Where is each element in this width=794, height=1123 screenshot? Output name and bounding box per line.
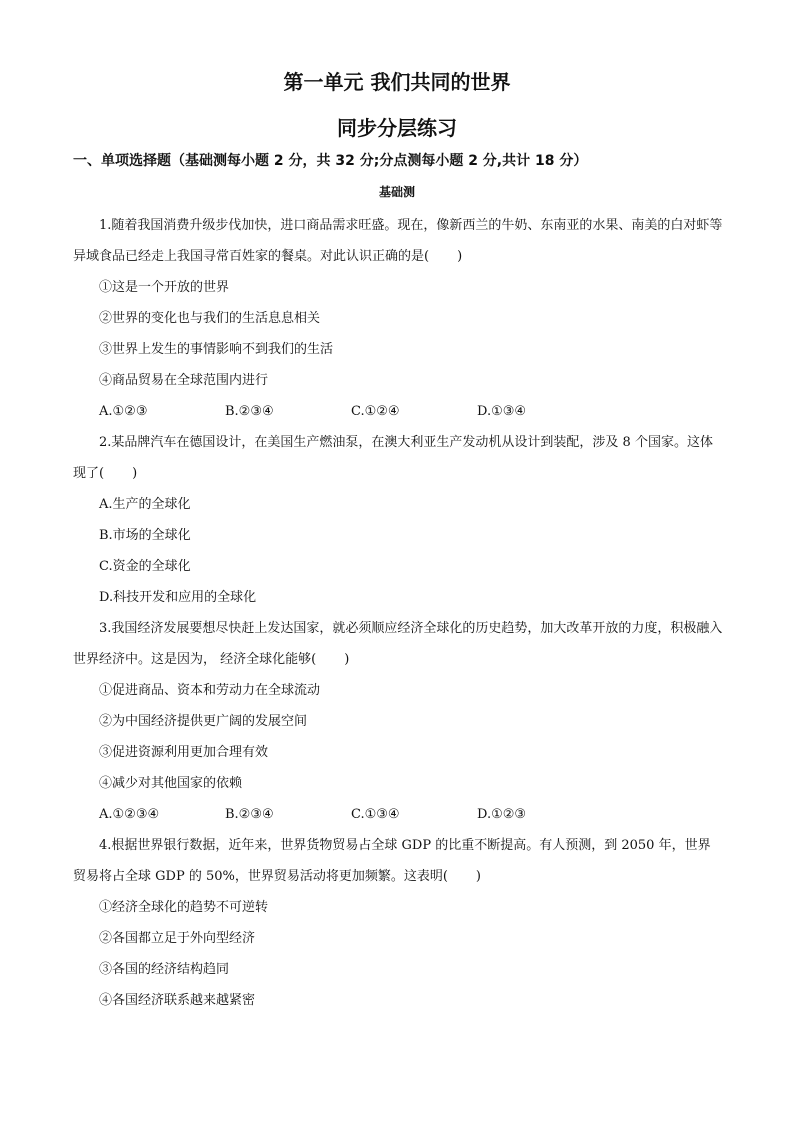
choice-a[interactable]: A.①②③: [99, 404, 148, 419]
section-heading: 一、单项选择题（基础测每小题 2 分，共 32 分;分点测每小题 2 分,共计 18 分）: [73, 153, 588, 169]
statement-item: ②各国都立足于外向型经济: [99, 931, 256, 946]
choice-d[interactable]: D.①②③: [477, 807, 527, 822]
question-stem: 1.随着我国消费升级步伐加快，进口商品需求旺盛。现在，像新西兰的牛奶、东南亚的水果、南美的白对虾等异域食品已经走上我国寻常百姓家的餐桌。对此认识正确的是( ): [73, 218, 723, 264]
question-stem: 4.根据世界银行数据，近年来，世界货物贸易占全球 GDP 的比重不断提高。有人预测，到 2050 年，世界贸易将占全球 GDP 的 50%，世界贸易活动将更加频繁。这表明( ): [73, 838, 711, 884]
document-title: 第一单元 我们共同的世界: [283, 70, 511, 94]
question-3: [73, 613, 723, 830]
choice-d[interactable]: D.科技开发和应用的全球化: [99, 590, 257, 605]
statement-item: ②为中国经济提供更广阔的发展空间: [99, 714, 308, 729]
question-stem: 3.我国经济发展要想尽快赶上发达国家，就必须顺应经济全球化的历史趋势，加大改革开放的力度，积极融入世界经济中。这是因为， 经济全球化能够( ): [73, 621, 723, 667]
statement-item: ①经济全球化的趋势不可逆转: [99, 900, 269, 915]
question-stem: 2.某品牌汽车在德国设计，在美国生产燃油泵，在澳大利亚生产发动机从设计到装配，涉及 8 个国家。这体现了( ): [73, 435, 713, 481]
choice-a[interactable]: A.生产的全球化: [99, 497, 191, 512]
group-label: 基础测: [378, 185, 415, 199]
statement-item: ①这是一个开放的世界: [99, 280, 230, 295]
choice-row: [73, 799, 723, 830]
choice-b[interactable]: B.市场的全球化: [99, 528, 191, 543]
choice-c[interactable]: C.资金的全球化: [99, 559, 191, 574]
statement-item: ④各国经济联系越来越紧密: [99, 993, 256, 1008]
statement-item: ③世界上发生的事情影响不到我们的生活: [99, 342, 334, 357]
question-4: [73, 830, 723, 1016]
statement-item: ①促进商品、资本和劳动力在全球流动: [99, 683, 321, 698]
statement-item: ③促进资源利用更加合理有效: [99, 745, 269, 760]
statement-item: ③各国的经济结构趋同: [99, 962, 230, 977]
question-list: [73, 210, 723, 1016]
choice-row: [73, 396, 723, 427]
statement-item: ④商品贸易在全球范围内进行: [99, 373, 269, 388]
choice-d[interactable]: D.①③④: [477, 404, 527, 419]
question-2: [73, 427, 723, 613]
choice-b[interactable]: B.②③④: [225, 807, 274, 822]
choice-c[interactable]: C.①③④: [351, 807, 400, 822]
choice-b[interactable]: B.②③④: [225, 404, 274, 419]
statement-item: ②世界的变化也与我们的生活息息相关: [99, 311, 321, 326]
document-subtitle: 同步分层练习: [337, 116, 457, 140]
choice-c[interactable]: C.①②④: [351, 404, 400, 419]
choice-a[interactable]: A.①②③④: [99, 807, 160, 822]
statement-item: ④减少对其他国家的依赖: [99, 776, 243, 791]
question-1: [73, 210, 723, 427]
